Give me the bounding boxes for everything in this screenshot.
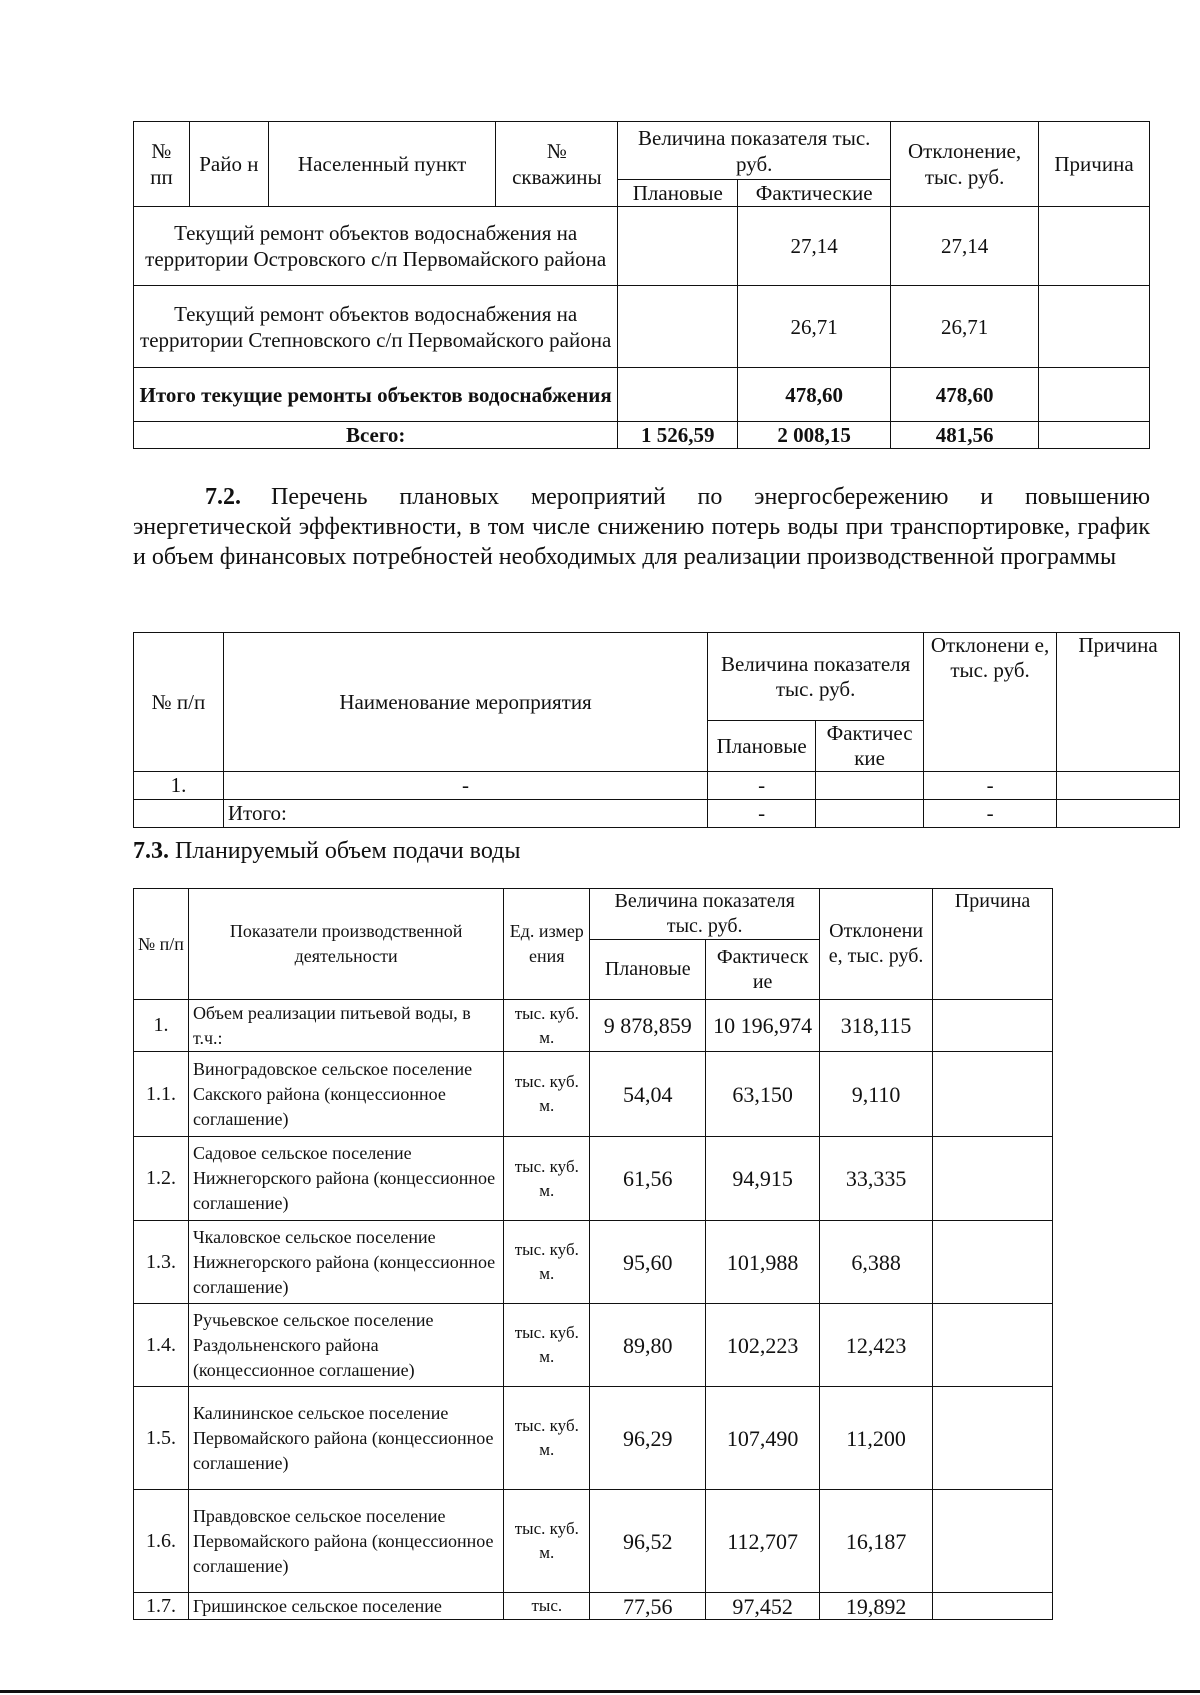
- header-fakticheskie: Фактическ ие: [706, 940, 820, 1000]
- table-row: [134, 1052, 1053, 1137]
- row-num: [134, 800, 224, 828]
- water-supply-volume-table: [133, 888, 1053, 1620]
- row-reason: [1039, 368, 1150, 422]
- row-fact: 10 196,974: [706, 1000, 820, 1052]
- row-dev: 19,892: [820, 1593, 933, 1620]
- header-otklonenie: Отклонени е, тыс. руб.: [924, 633, 1057, 772]
- row-num: 1.3.: [134, 1221, 189, 1304]
- row-num: 1.5.: [134, 1387, 189, 1490]
- table-row: [134, 800, 1180, 828]
- row-plan: [618, 368, 738, 422]
- header-otklonenie: Отклонение, тыс. руб.: [891, 122, 1039, 207]
- row-num: 1.1.: [134, 1052, 189, 1137]
- row-name: Итого:: [223, 800, 707, 828]
- row-name: Гришинское сельское поселение: [188, 1593, 503, 1620]
- row-plan: -: [708, 772, 816, 800]
- row-plan: 96,52: [590, 1490, 706, 1593]
- row-dev: 478,60: [891, 368, 1039, 422]
- table-row: [134, 1593, 1053, 1620]
- row-name: Калининское сельское поселение Первомайского района (концессионное соглашение): [188, 1387, 503, 1490]
- table-row: [134, 772, 1180, 800]
- header-fakticheskie: Фактичес кие: [816, 721, 924, 772]
- row-reason: [1039, 286, 1150, 368]
- row-plan: 9 878,859: [590, 1000, 706, 1052]
- row-num: 1.4.: [134, 1304, 189, 1387]
- row-reason: [933, 1387, 1053, 1490]
- row-dev: 6,388: [820, 1221, 933, 1304]
- table-row: [134, 1387, 1053, 1490]
- section-7-3-heading: [133, 836, 520, 866]
- energy-measures-table: [133, 632, 1180, 828]
- section-number: 7.2.: [205, 484, 241, 510]
- row-plan: -: [708, 800, 816, 828]
- row-unit: тыс.: [504, 1593, 590, 1620]
- row-name: -: [223, 772, 707, 800]
- header-prichina: Причина: [1057, 633, 1180, 772]
- row-fact: 101,988: [706, 1221, 820, 1304]
- row-plan: [618, 207, 738, 286]
- row-fact: [816, 772, 924, 800]
- row-plan: 61,56: [590, 1137, 706, 1221]
- section-7-2-heading: [133, 482, 1150, 572]
- header-planovye: Плановые: [708, 721, 816, 772]
- header-otklonenie: Отклонени е, тыс. руб.: [820, 889, 933, 1000]
- row-reason: [933, 1137, 1053, 1221]
- row-unit: тыс. куб. м.: [504, 1221, 590, 1304]
- table-row: [134, 422, 1150, 449]
- header-num: № п/п: [134, 889, 189, 1000]
- row-name: Садовое сельское поселение Нижнегорского района (концессионное соглашение): [188, 1137, 503, 1221]
- row-plan: 1 526,59: [618, 422, 738, 449]
- row-reason: [933, 1221, 1053, 1304]
- row-name: Чкаловское сельское поселение Нижнегорского района (концессионное соглашение): [188, 1221, 503, 1304]
- row-plan: 89,80: [590, 1304, 706, 1387]
- row-plan: 77,56: [590, 1593, 706, 1620]
- row-dev: 27,14: [891, 207, 1039, 286]
- row-unit: тыс. куб. м.: [504, 1052, 590, 1137]
- row-name: Правдовское сельское поселение Первомайского района (концессионное соглашение): [188, 1490, 503, 1593]
- row-num: 1.: [134, 1000, 189, 1052]
- header-skvazhina: № скважины: [496, 122, 618, 207]
- row-name: Объем реализации питьевой воды, в т.ч.:: [188, 1000, 503, 1052]
- row-dev: 318,115: [820, 1000, 933, 1052]
- table-row: [134, 1490, 1053, 1593]
- row-plan: [618, 286, 738, 368]
- table-row: [134, 1304, 1053, 1387]
- row-fact: 107,490: [706, 1387, 820, 1490]
- section-text: Перечень плановых мероприятий по энергосбережению и повышению энергетической эффективности, в том числе снижению потерь воды при транспортировке, график и объем финансовых потребностей необходимых для реализации производственной программы: [133, 484, 1150, 570]
- header-unit: Ед. измер ения: [504, 889, 590, 1000]
- header-prichina: Причина: [933, 889, 1053, 1000]
- row-fact: 102,223: [706, 1304, 820, 1387]
- row-name: Ручьевское сельское поселение Раздольненского района (концессионное соглашение): [188, 1304, 503, 1387]
- table-row: [134, 1137, 1053, 1221]
- section-title: Планируемый объем подачи воды: [175, 838, 521, 864]
- table-row: [134, 368, 1150, 422]
- row-num: 1.7.: [134, 1593, 189, 1620]
- row-name: Текущий ремонт объектов водоснабжения на территории Островского с/п Первомайского района: [134, 207, 618, 286]
- header-velichina: Величина показателя тыс. руб.: [708, 633, 924, 721]
- header-rayon: Райо н: [189, 122, 268, 207]
- table-row: [134, 1000, 1053, 1052]
- bottom-rule: [0, 1690, 1200, 1693]
- header-num: № п/п: [134, 633, 224, 772]
- row-plan: 96,29: [590, 1387, 706, 1490]
- table-row: [134, 207, 1150, 286]
- row-dev: 12,423: [820, 1304, 933, 1387]
- header-velichina: Величина показателя тыс. руб.: [618, 122, 891, 180]
- header-velichina: Величина показателя тыс. руб.: [590, 889, 820, 940]
- row-dev: 33,335: [820, 1137, 933, 1221]
- row-plan: 54,04: [590, 1052, 706, 1137]
- row-num: 1.2.: [134, 1137, 189, 1221]
- row-unit: тыс. куб. м.: [504, 1304, 590, 1387]
- row-fact: 27,14: [738, 207, 891, 286]
- header-planovye: Плановые: [618, 180, 738, 207]
- row-unit: тыс. куб. м.: [504, 1137, 590, 1221]
- row-name: Всего:: [134, 422, 618, 449]
- row-name: Текущий ремонт объектов водоснабжения на территории Степновского с/п Первомайского района: [134, 286, 618, 368]
- row-reason: [933, 1490, 1053, 1593]
- row-reason: [1057, 800, 1180, 828]
- row-fact: [816, 800, 924, 828]
- row-fact: 478,60: [738, 368, 891, 422]
- row-reason: [1039, 207, 1150, 286]
- row-unit: тыс. куб. м.: [504, 1490, 590, 1593]
- row-num: 1.6.: [134, 1490, 189, 1593]
- row-reason: [933, 1000, 1053, 1052]
- row-reason: [933, 1304, 1053, 1387]
- header-planovye: Плановые: [590, 940, 706, 1000]
- header-num: № пп: [134, 122, 190, 207]
- row-fact: 112,707: [706, 1490, 820, 1593]
- header-name: Наименование мероприятия: [223, 633, 707, 772]
- row-reason: [933, 1052, 1053, 1137]
- row-fact: 63,150: [706, 1052, 820, 1137]
- header-punkt: Населенный пункт: [268, 122, 496, 207]
- table-row: [134, 1221, 1053, 1304]
- row-fact: 97,452: [706, 1593, 820, 1620]
- header-name: Показатели производственной деятельности: [188, 889, 503, 1000]
- row-fact: 94,915: [706, 1137, 820, 1221]
- row-fact: 26,71: [738, 286, 891, 368]
- row-name: Виноградовское сельское поселение Сакского района (концессионное соглашение): [188, 1052, 503, 1137]
- row-dev: 26,71: [891, 286, 1039, 368]
- row-unit: тыс. куб. м.: [504, 1387, 590, 1490]
- section-number: 7.3.: [133, 838, 169, 864]
- table-row: [134, 286, 1150, 368]
- row-dev: 481,56: [891, 422, 1039, 449]
- header-fakticheskie: Фактические: [738, 180, 891, 207]
- row-reason: [1057, 772, 1180, 800]
- row-dev: -: [924, 772, 1057, 800]
- row-num: 1.: [134, 772, 224, 800]
- row-dev: 9,110: [820, 1052, 933, 1137]
- repair-costs-table: [133, 121, 1150, 449]
- row-unit: тыс. куб. м.: [504, 1000, 590, 1052]
- row-fact: 2 008,15: [738, 422, 891, 449]
- row-dev: 11,200: [820, 1387, 933, 1490]
- row-name: Итого текущие ремонты объектов водоснабжения: [134, 368, 618, 422]
- row-dev: -: [924, 800, 1057, 828]
- row-dev: 16,187: [820, 1490, 933, 1593]
- header-prichina: Причина: [1039, 122, 1150, 207]
- row-plan: 95,60: [590, 1221, 706, 1304]
- row-reason: [1039, 422, 1150, 449]
- row-reason: [933, 1593, 1053, 1620]
